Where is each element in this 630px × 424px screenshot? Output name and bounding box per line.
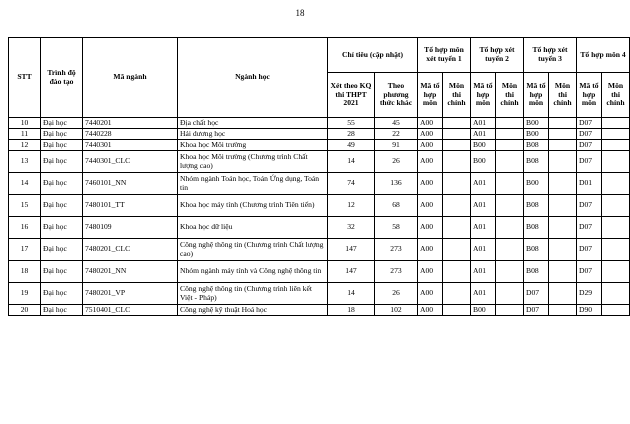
cell-combo-2-code: A01 [471,217,496,239]
cell-combo-2-main [496,239,524,261]
table-row [9,195,630,217]
cell-combo-3-main [549,195,577,217]
cell-combo-2-code: A01 [471,173,496,195]
cell-combo-4-main [602,151,630,173]
cell-combo-4-code: D07 [577,151,602,173]
cell-combo-1-code: A00 [418,118,443,129]
cell-stt: 11 [9,129,41,140]
cell-combo-2-main [496,261,524,283]
cell-quota-exam: 18 [328,305,375,316]
header-combo-2-code: Mã tổ hợp môn [471,73,496,118]
cell-combo-1-main [443,151,471,173]
cell-stt: 12 [9,140,41,151]
cell-stt: 20 [9,305,41,316]
cell-major: Nhóm ngành Toán học, Toán Ứng dụng, Toán tin [178,173,328,195]
cell-code: 7510401_CLC [83,305,178,316]
cell-quota-other: 136 [375,173,418,195]
header-combo-2: Tổ hợp xét tuyển 2 [471,38,524,73]
cell-combo-3-code: B08 [524,140,549,151]
cell-combo-4-code: D01 [577,173,602,195]
cell-combo-2-code: B00 [471,151,496,173]
cell-level: Đại học [41,195,83,217]
header-quota: Chỉ tiêu (cập nhật) [328,38,418,73]
cell-combo-2-main [496,140,524,151]
cell-combo-3-code: D07 [524,283,549,305]
table-row [9,283,630,305]
cell-combo-1-main [443,195,471,217]
cell-major: Công nghệ kỹ thuật Hoá học [178,305,328,316]
cell-combo-1-code: A00 [418,195,443,217]
cell-combo-1-main [443,217,471,239]
cell-level: Đại học [41,118,83,129]
cell-combo-4-main [602,140,630,151]
cell-combo-4-code: D29 [577,283,602,305]
cell-quota-exam: 49 [328,140,375,151]
cell-combo-2-code: A01 [471,239,496,261]
cell-combo-3-main [549,173,577,195]
cell-combo-1-code: A00 [418,261,443,283]
cell-combo-2-code: A01 [471,195,496,217]
table-body [9,118,630,316]
cell-combo-1-main [443,118,471,129]
cell-level: Đại học [41,239,83,261]
cell-level: Đại học [41,283,83,305]
cell-code: 7480109 [83,217,178,239]
table-row [9,261,630,283]
cell-combo-3-code: B08 [524,151,549,173]
cell-stt: 15 [9,195,41,217]
cell-combo-4-code: D07 [577,140,602,151]
cell-quota-exam: 32 [328,217,375,239]
cell-major: Công nghệ thông tin (Chương trình Chất lượng cao) [178,239,328,261]
cell-combo-3-main [549,151,577,173]
cell-stt: 14 [9,173,41,195]
header-combo-3-main: Môn thi chính [549,73,577,118]
header-combo-1: Tổ hợp môn xét tuyển 1 [418,38,471,73]
cell-combo-2-main [496,217,524,239]
header-combo-4-code: Mã tổ hợp môn [577,73,602,118]
cell-quota-exam: 55 [328,118,375,129]
cell-combo-2-main [496,305,524,316]
table-row [9,129,630,140]
cell-major: Nhóm ngành máy tính và Công nghệ thông tin [178,261,328,283]
cell-combo-3-code: D07 [524,305,549,316]
cell-major: Khoa học Môi trường (Chương trình Chất lượng cao) [178,151,328,173]
cell-combo-4-main [602,217,630,239]
cell-quota-other: 91 [375,140,418,151]
cell-combo-2-main [496,129,524,140]
cell-quota-exam: 147 [328,261,375,283]
cell-combo-4-code: D07 [577,261,602,283]
cell-code: 7480201_NN [83,261,178,283]
cell-quota-exam: 28 [328,129,375,140]
cell-combo-4-main [602,195,630,217]
header-stt: STT [9,38,41,118]
cell-combo-2-main [496,283,524,305]
cell-code: 7440228 [83,129,178,140]
cell-combo-1-code: A00 [418,305,443,316]
cell-quota-exam: 14 [328,151,375,173]
cell-combo-2-code: B00 [471,305,496,316]
cell-quota-exam: 12 [328,195,375,217]
header-combo-2-main: Môn thi chính [496,73,524,118]
header-major: Ngành học [178,38,328,118]
cell-major: Khoa học máy tính (Chương trình Tiên tiến) [178,195,328,217]
cell-stt: 18 [9,261,41,283]
cell-major: Hải dương học [178,129,328,140]
cell-combo-4-main [602,305,630,316]
cell-combo-3-code: B00 [524,129,549,140]
cell-combo-2-code: A01 [471,261,496,283]
cell-combo-3-main [549,129,577,140]
cell-code: 7460101_NN [83,173,178,195]
table-row [9,305,630,316]
cell-combo-2-code: B00 [471,140,496,151]
cell-quota-other: 26 [375,283,418,305]
cell-combo-1-main [443,283,471,305]
cell-combo-3-code: B08 [524,239,549,261]
cell-combo-2-main [496,151,524,173]
cell-combo-4-main [602,283,630,305]
header-combo-1-main: Môn thi chính [443,73,471,118]
cell-combo-4-code: D07 [577,195,602,217]
cell-combo-1-main [443,239,471,261]
cell-quota-other: 273 [375,261,418,283]
cell-combo-4-code: D90 [577,305,602,316]
cell-combo-1-main [443,261,471,283]
cell-combo-3-code: B00 [524,118,549,129]
cell-combo-2-main [496,173,524,195]
cell-combo-1-code: A00 [418,140,443,151]
cell-combo-1-code: A00 [418,217,443,239]
cell-combo-3-main [549,217,577,239]
cell-quota-other: 102 [375,305,418,316]
cell-combo-2-main [496,118,524,129]
cell-level: Đại học [41,129,83,140]
cell-combo-1-main [443,173,471,195]
cell-combo-1-code: A00 [418,173,443,195]
header-combo-4-main: Môn thi chính [602,73,630,118]
cell-level: Đại học [41,151,83,173]
cell-combo-3-main [549,305,577,316]
cell-combo-4-main [602,118,630,129]
header-level: Trình độ đào tạo [41,38,83,118]
cell-major: Công nghệ thông tin (Chương trình liên kết Việt - Pháp) [178,283,328,305]
table-row [9,239,630,261]
cell-combo-3-main [549,261,577,283]
cell-level: Đại học [41,217,83,239]
cell-combo-1-code: A00 [418,239,443,261]
cell-combo-4-code: D07 [577,239,602,261]
cell-combo-3-code: B08 [524,195,549,217]
cell-combo-4-main [602,129,630,140]
cell-combo-1-main [443,140,471,151]
cell-combo-4-main [602,261,630,283]
cell-combo-4-code: D07 [577,118,602,129]
cell-quota-other: 26 [375,151,418,173]
header-combo-1-code: Mã tổ hợp môn [418,73,443,118]
cell-combo-1-code: A00 [418,283,443,305]
cell-combo-2-main [496,195,524,217]
cell-code: 7440301 [83,140,178,151]
page-number: 18 [295,8,305,18]
header-quota-exam: Xét theo KQ thi THPT 2021 [328,73,375,118]
cell-stt: 16 [9,217,41,239]
cell-combo-2-code: A01 [471,118,496,129]
cell-quota-other: 273 [375,239,418,261]
cell-major: Địa chất học [178,118,328,129]
table-row [9,151,630,173]
admissions-table [8,37,630,316]
cell-code: 7480101_TT [83,195,178,217]
cell-stt: 13 [9,151,41,173]
cell-combo-3-main [549,239,577,261]
cell-combo-3-main [549,118,577,129]
cell-quota-other: 68 [375,195,418,217]
cell-code: 7440201 [83,118,178,129]
cell-level: Đại học [41,261,83,283]
header-code: Mã ngành [83,38,178,118]
cell-major: Khoa học dữ liệu [178,217,328,239]
cell-major: Khoa học Môi trường [178,140,328,151]
cell-quota-exam: 147 [328,239,375,261]
cell-code: 7440301_CLC [83,151,178,173]
cell-combo-4-code: D07 [577,217,602,239]
cell-combo-1-main [443,129,471,140]
cell-level: Đại học [41,305,83,316]
cell-code: 7480201_CLC [83,239,178,261]
cell-combo-3-code: B00 [524,173,549,195]
cell-level: Đại học [41,173,83,195]
cell-combo-1-code: A00 [418,151,443,173]
cell-quota-other: 22 [375,129,418,140]
cell-stt: 10 [9,118,41,129]
table-row [9,140,630,151]
cell-quota-other: 58 [375,217,418,239]
table-row [9,217,630,239]
cell-combo-3-code: B08 [524,217,549,239]
cell-quota-exam: 74 [328,173,375,195]
cell-quota-other: 45 [375,118,418,129]
cell-combo-3-code: B08 [524,261,549,283]
cell-level: Đại học [41,140,83,151]
cell-combo-2-code: A01 [471,283,496,305]
cell-combo-4-main [602,239,630,261]
header-combo-3-code: Mã tổ hợp môn [524,73,549,118]
cell-stt: 17 [9,239,41,261]
table-header [9,38,630,118]
cell-combo-1-main [443,305,471,316]
cell-combo-1-code: A00 [418,129,443,140]
cell-combo-4-code: D07 [577,129,602,140]
header-combo-4: Tổ hợp môn 4 [577,38,630,73]
header-combo-3: Tổ hợp xét tuyển 3 [524,38,577,73]
cell-stt: 19 [9,283,41,305]
cell-combo-2-code: A01 [471,129,496,140]
table-row [9,118,630,129]
cell-combo-4-main [602,173,630,195]
header-quota-other: Theo phương thức khác [375,73,418,118]
cell-code: 7480201_VP [83,283,178,305]
cell-quota-exam: 14 [328,283,375,305]
table-row [9,173,630,195]
cell-combo-3-main [549,140,577,151]
cell-combo-3-main [549,283,577,305]
